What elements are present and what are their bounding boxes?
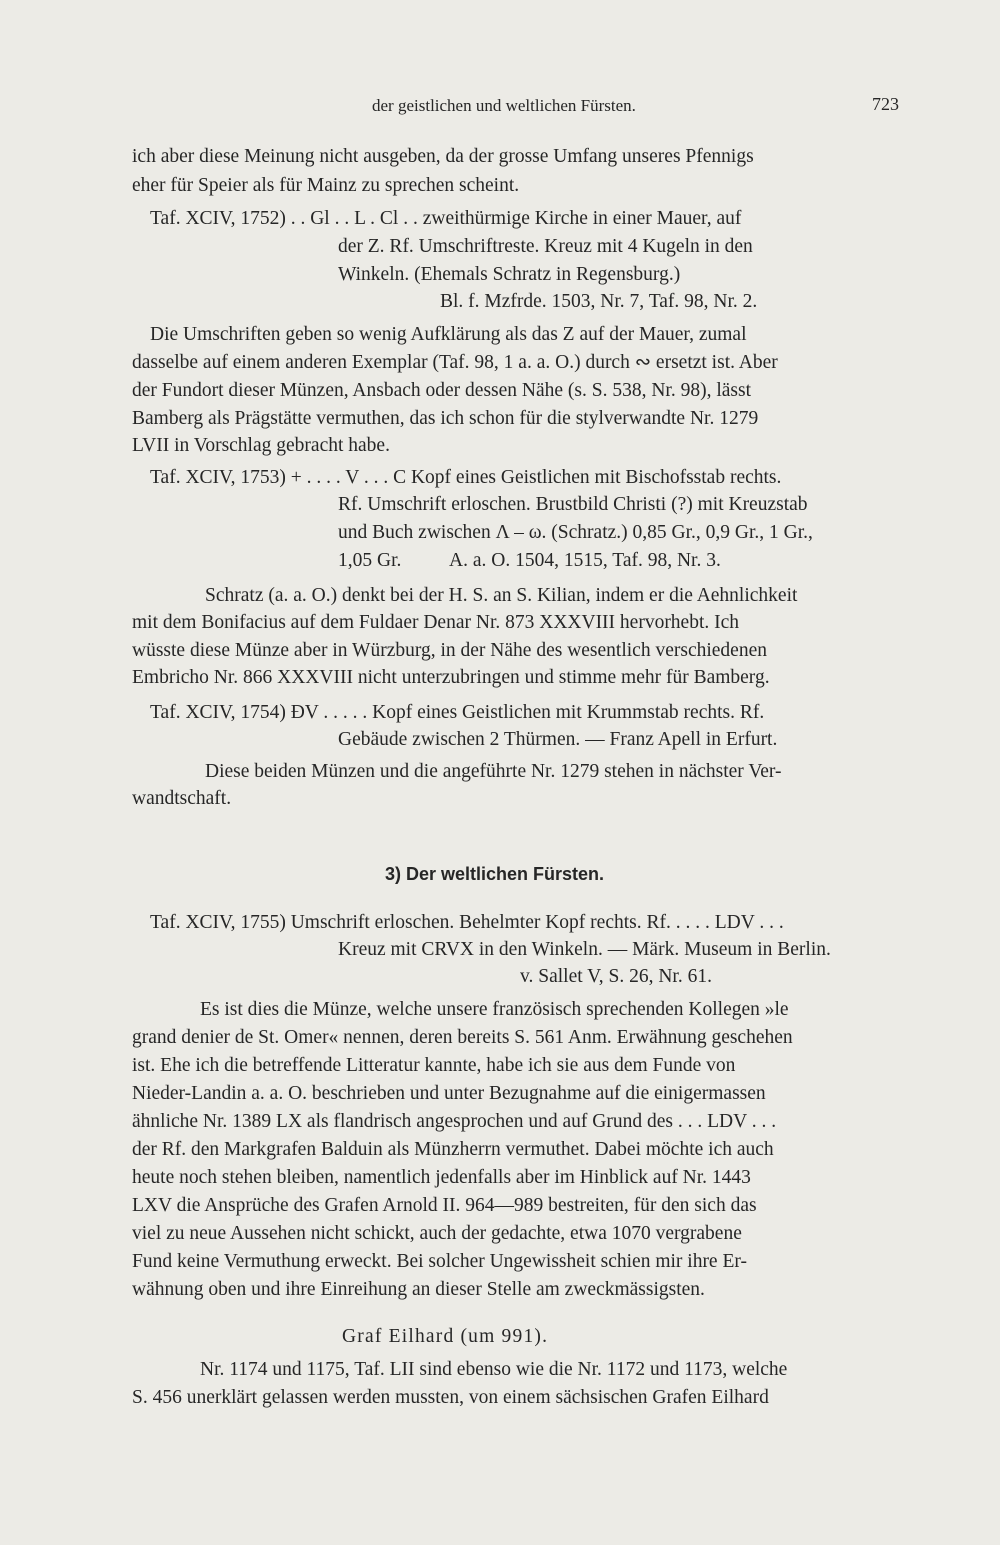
catalog-entry-line: Taf. XCIV, 1752) . . Gl . . L . Cl . . zweithürmige Kirche in einer Mauer, auf [150, 208, 742, 229]
catalog-entry-line: Gebäude zwischen 2 Thürmen. — Franz Apell in Erfurt. [338, 729, 778, 750]
text-line: wandtschaft. [132, 788, 232, 809]
text-line: mit dem Bonifacius auf dem Fuldaer Denar Nr. 873 XXXVIII hervorhebt. Ich [132, 612, 740, 633]
text-line: ähnliche Nr. 1389 LX als flandrisch angesprochen und auf Grund des . . . LDV . . . [132, 1111, 777, 1132]
catalog-entry-line: Taf. XCIV, 1753) + . . . . V . . . C Kopf eines Geistlichen mit Bischofsstab rechts. [150, 467, 782, 488]
text-line: dasselbe auf einem anderen Exemplar (Taf. 98, 1 a. a. O.) durch ∾ ersetzt ist. Aber [132, 352, 778, 373]
text-line: Bamberg als Prägstätte vermuthen, das ich schon für die stylverwandte Nr. 1279 [132, 408, 759, 429]
catalog-entry-line: Rf. Umschrift erloschen. Brustbild Christi (?) mit Kreuzstab [338, 494, 808, 515]
catalog-entry-line: und Buch zwischen Λ – ω. (Schratz.) 0,85 Gr., 0,9 Gr., 1 Gr., [338, 522, 813, 543]
text-line: der Rf. den Markgrafen Balduin als Münzherrn vermuthet. Dabei möchte ich auch [132, 1139, 774, 1160]
text-line: Nieder-Landin a. a. O. beschrieben und unter Bezugnahme auf die einigermassen [132, 1083, 766, 1104]
text-line: Diese beiden Münzen und die angeführte Nr. 1279 stehen in nächster Ver- [205, 761, 782, 782]
text-line: S. 456 unerklärt gelassen werden mussten, von einem sächsischen Grafen Eilhard [132, 1387, 769, 1408]
text-line: eher für Speier als für Mainz zu sprechen scheint. [132, 175, 520, 196]
catalog-entry-line: der Z. Rf. Umschriftreste. Kreuz mit 4 Kugeln in den [338, 236, 753, 257]
text-line: Nr. 1174 und 1175, Taf. LII sind ebenso wie die Nr. 1172 und 1173, welche [200, 1359, 788, 1380]
text-line: ich aber diese Meinung nicht ausgeben, da der grosse Umfang unseres Pfennigs [132, 146, 754, 167]
text-line: wähnung oben und ihre Einreihung an dieser Stelle am zweckmässigsten. [132, 1279, 705, 1300]
text-line: ist. Ehe ich die betreffende Litteratur kannte, habe ich sie aus dem Funde von [132, 1055, 736, 1076]
text-line: viel zu neue Aussehen nicht schickt, auch der gedachte, etwa 1070 vergrabene [132, 1223, 742, 1244]
catalog-entry-line: Kreuz mit CRVX in den Winkeln. — Märk. Museum in Berlin. [338, 939, 831, 960]
catalog-entry-line: Taf. XCIV, 1754) ÐV . . . . . Kopf eines Geistlichen mit Krummstab rechts. Rf. [150, 702, 765, 723]
text-line: Schratz (a. a. O.) denkt bei der H. S. an S. Kilian, indem er die Aehnlichkeit [205, 585, 798, 606]
catalog-entry-line: Taf. XCIV, 1755) Umschrift erloschen. Behelmter Kopf rechts. Rf. . . . . LDV . . . [150, 912, 784, 933]
text-line: der Fundort dieser Münzen, Ansbach oder dessen Nähe (s. S. 538, Nr. 98), lässt [132, 380, 752, 401]
page-number: 723 [872, 94, 899, 114]
text-line: Fund keine Vermuthung erweckt. Bei solcher Ungewissheit schien mir ihre Er- [132, 1251, 747, 1272]
text-line: LXV die Ansprüche des Grafen Arnold II. 964—989 bestreiten, für den sich das [132, 1195, 757, 1216]
text-line: wüsste diese Münze aber in Würzburg, in der Nähe des wesentlich verschiedenen [132, 640, 767, 661]
text-line: LVII in Vorschlag gebracht habe. [132, 435, 390, 456]
subsection-heading: Graf Eilhard (um 991). [342, 1326, 549, 1347]
text-line: Embricho Nr. 866 XXXVIII nicht unterzubringen und stimme mehr für Bamberg. [132, 667, 770, 688]
text-line: grand denier de St. Omer« nennen, deren bereits S. 561 Anm. Erwähnung geschehen [132, 1027, 793, 1048]
text-line: Die Umschriften geben so wenig Aufklärung als das Z auf der Mauer, zumal [150, 324, 747, 345]
catalog-entry-line: Winkeln. (Ehemals Schratz in Regensburg.) [338, 264, 681, 285]
text-line: Es ist dies die Münze, welche unsere französisch sprechenden Kollegen »le [200, 999, 789, 1020]
text-line: heute noch stehen bleiben, namentlich jedenfalls aber im Hinblick auf Nr. 1443 [132, 1167, 751, 1188]
catalog-entry-line: 1,05 Gr. A. a. O. 1504, 1515, Taf. 98, Nr. 3. [338, 550, 721, 571]
catalog-entry-line: Bl. f. Mzfrde. 1503, Nr. 7, Taf. 98, Nr. 2. [440, 291, 758, 312]
section-heading: 3) Der weltlichen Fürsten. [385, 864, 605, 884]
catalog-entry-line: v. Sallet V, S. 26, Nr. 61. [520, 966, 712, 987]
running-header: der geistlichen und weltlichen Fürsten. [372, 96, 636, 115]
